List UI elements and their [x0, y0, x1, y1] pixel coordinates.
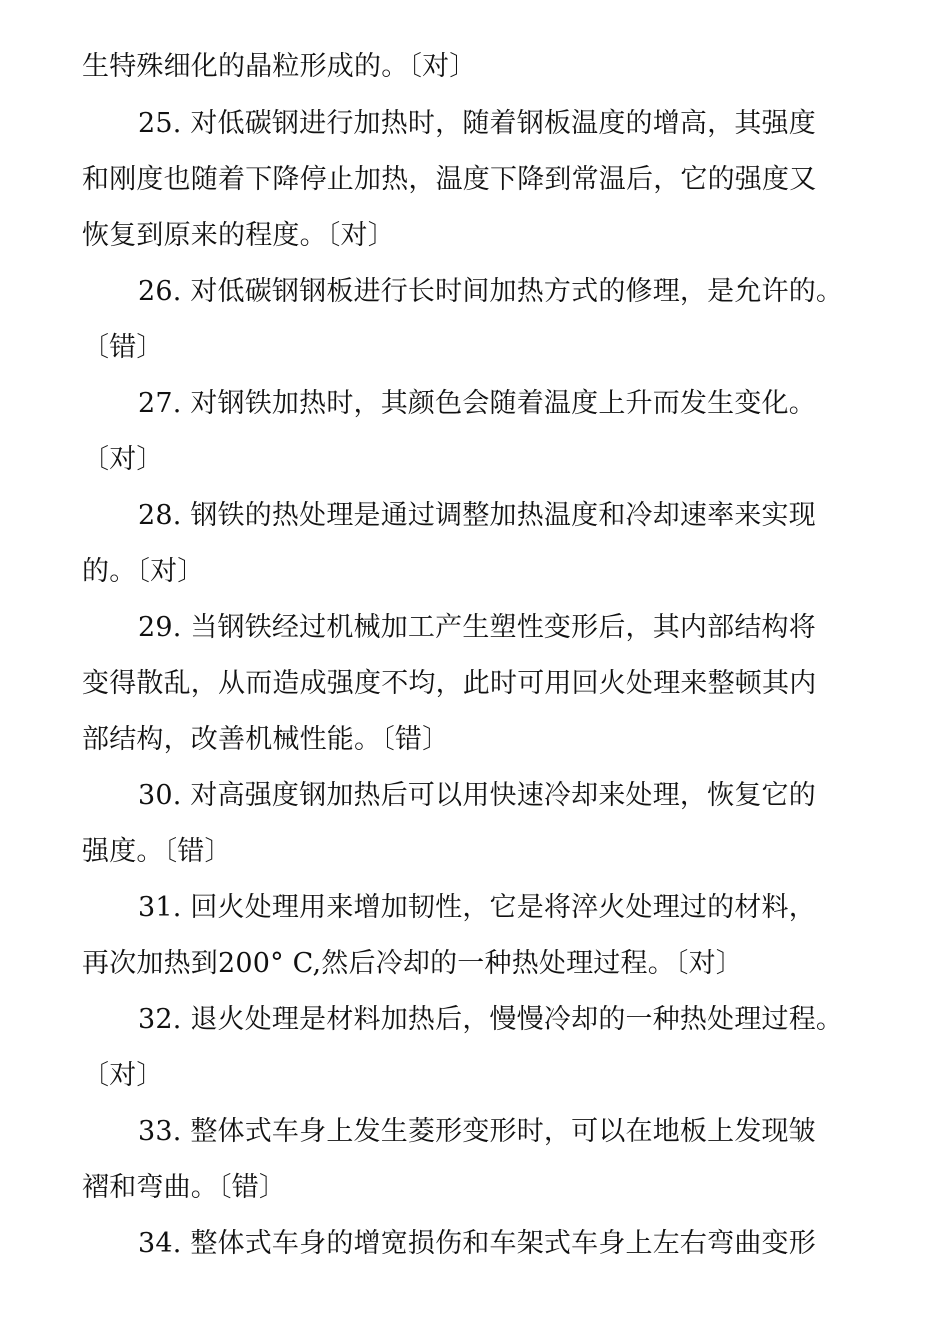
answer-text: 〔对〕 — [82, 444, 164, 475]
question-32-line-1: 32. 退火处理是材料加热后，慢慢冷却的一种热处理过程。 — [138, 1004, 844, 1035]
text-line: 强度。〔错〕 — [82, 836, 232, 867]
question-26-line-1: 26. 对低碳钢钢板进行长时间加热方式的修理，是允许的。 — [138, 276, 844, 307]
text-line: 变得散乱，从而造成强度不均，此时可用回火处理来整顿其内 — [82, 668, 817, 699]
question-27-line-1: 27. 对钢铁加热时，其颜色会随着温度上升而发生变化。 — [138, 388, 816, 419]
text-line: 部结构，改善机械性能。〔错〕 — [82, 724, 450, 755]
question-28-line-1: 28. 钢铁的热处理是通过调整加热温度和冷却速率来实现 — [138, 500, 816, 531]
answer-text: 〔错〕 — [82, 332, 164, 363]
text-line: 和刚度也随着下降停止加热，温度下降到常温后，它的强度又 — [82, 164, 817, 195]
question-33-line-1: 33. 整体式车身上发生菱形变形时，可以在地板上发现皱 — [138, 1116, 816, 1147]
question-31-line-1: 31. 回火处理用来增加韧性，它是将淬火处理过的材料， — [138, 892, 816, 923]
answer-text: 〔对〕 — [82, 1060, 164, 1091]
text-line: 褶和弯曲。〔错〕 — [82, 1172, 287, 1203]
question-34-line-1: 34. 整体式车身的增宽损伤和车架式车身上左右弯曲变形 — [138, 1228, 816, 1259]
question-25-line-1: 25. 对低碳钢进行加热时，随着钢板温度的增高，其强度 — [138, 108, 816, 139]
text-line: 的。〔对〕 — [82, 556, 205, 587]
question-30-line-1: 30. 对高强度钢加热后可以用快速冷却来处理，恢复它的 — [138, 780, 816, 811]
text-line: 再次加热到200° C,然后冷却的一种热处理过程。〔对〕 — [82, 948, 743, 979]
text-line: 生特殊细化的晶粒形成的。〔对〕 — [82, 51, 477, 82]
text-line: 恢复到原来的程度。〔对〕 — [82, 220, 395, 251]
question-29-line-1: 29. 当钢铁经过机械加工产生塑性变形后，其内部结构将 — [138, 612, 816, 643]
